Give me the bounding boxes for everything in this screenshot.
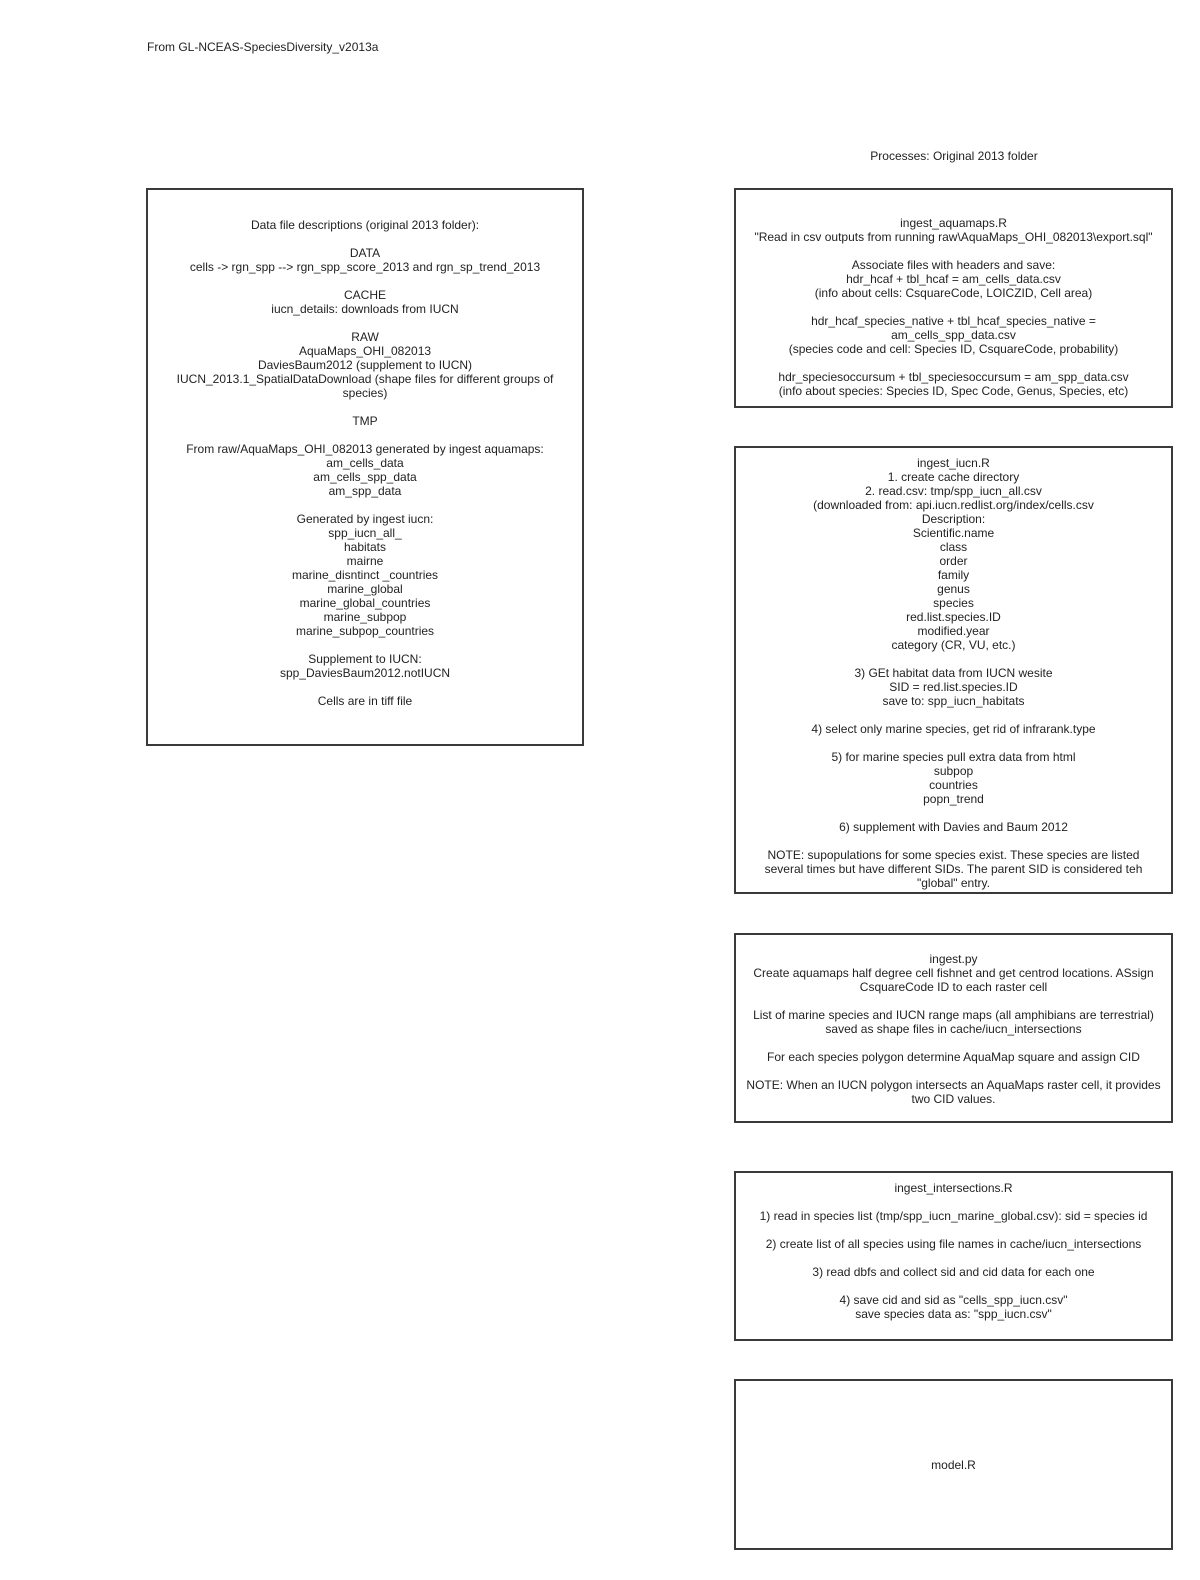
box-text-line: species [933,596,974,610]
box-text-line: RAW [351,330,379,344]
box-text-line: SID = red.list.species.ID [889,680,1018,694]
box-text-line [742,1036,1165,1050]
box-text-line: am_cells_data [326,456,404,470]
box-text-line: (downloaded from: api.iucn.redlist.org/index/cells.csv [813,498,1094,512]
box-text-line: habitats [343,540,387,554]
box-text-line: marine_global_countries [299,596,431,610]
box-text-line: Scientific.name [912,526,995,540]
box-text-line: subpop [933,764,974,778]
box-text-line: marine_disntinct _countries [291,568,439,582]
box-text-line: "Read in csv outputs from running raw\AquaMaps_OHI_082013\export.sql" [754,230,1153,244]
box-text-line [162,232,568,246]
box-text-line: ingest_aquamaps.R [900,216,1007,230]
box-text-line: 1) read in species list (tmp/spp_iucn_marine_global.csv): sid = species id [759,1209,1148,1223]
box-text-line [162,680,568,694]
box-text-line: genus [937,582,970,596]
box-text-line: (species code and cell: Species ID, CsquareCode, probability) [788,342,1119,356]
ingest-py-box [734,933,1173,1123]
box-text-line [750,736,1157,750]
ingest-iucn-box [734,446,1173,894]
box-text-line: NOTE: When an IUCN polygon intersects an AquaMaps raster cell, it provides two CID values. [746,1078,1161,1106]
box-text-line: Create aquamaps half degree cell fishnet and get centrod locations. ASsign CsquareCode ID to each raster cell [753,966,1154,994]
box-text-line: cells -> rgn_spp --> rgn_spp_score_2013 and rgn_sp_trend_2013 [189,260,541,274]
box-text-line: am_cells_spp_data [313,470,417,484]
box-text-line: marine_subpop [323,610,407,624]
box-text-line [162,498,568,512]
box-text-line: (info about cells: CsquareCode, LOICZID, Cell area) [814,286,1093,300]
box-text-line: 5) for marine species pull extra data from html [831,750,1076,764]
box-text-line [742,1064,1165,1078]
ingest-aquamaps-box [734,188,1173,408]
box-text-line: spp_DaviesBaum2012.notIUCN [279,666,451,680]
box-text-line [162,316,568,330]
source-note: From GL-NCEAS-SpeciesDiversity_v2013a [147,40,379,54]
box-text-line: 4) select only marine species, get rid of infrarank.type [811,722,1096,736]
box-text-line [750,652,1157,666]
box-text-line: Cells are in tiff file [317,694,413,708]
box-text-line: save species data as: "spp_iucn.csv" [855,1307,1052,1321]
box-text-line: IUCN_2013.1_SpatialDataDownload (shape files for different groups of species) [176,372,554,400]
box-text-line [162,400,568,414]
box-text-line: hdr_hcaf_species_native + tbl_hcaf_species_native = [811,314,1096,328]
box-text-line [750,1223,1157,1237]
box-text-line [750,300,1157,314]
box-text-line: popn_trend [923,792,984,806]
box-text-line: am_cells_spp_data.csv [891,328,1016,342]
box-text-line: List of marine species and IUCN range maps (all amphibians are terrestrial) saved as shape files in cache/iucn_intersections [753,1008,1154,1036]
box-text-line: ingest_intersections.R [894,1181,1013,1195]
box-text-line: spp_iucn_all_ [328,526,402,540]
box-text-line: category (CR, VU, etc.) [891,638,1016,652]
data-file-descriptions-box [146,188,584,746]
box-text-line: 1. create cache directory [887,470,1020,484]
box-text-line: Data file descriptions (original 2013 folder): [250,218,480,232]
box-text-line: 4) save cid and sid as "cells_spp_iucn.csv" [839,1293,1068,1307]
box-text-line: marine_global [327,582,403,596]
box-text-line: AquaMaps_OHI_082013 [298,344,432,358]
model-r-box [734,1379,1173,1550]
box-text-line [750,834,1157,848]
box-text-line: 3) GEt habitat data from IUCN wesite [854,666,1053,680]
box-text-line [750,806,1157,820]
box-text-line [750,1279,1157,1293]
box-text-line: modified.year [917,624,990,638]
box-text-line: Description: [921,512,986,526]
box-text-line: 2) create list of all species using file names in cache/iucn_intersections [765,1237,1142,1251]
box-text-line [162,274,568,288]
box-text-line: mairne [346,554,384,568]
box-text-line [750,356,1157,370]
box-text-line: hdr_speciesoccursum + tbl_speciesoccursum = am_spp_data.csv [778,370,1129,384]
box-text-line: marine_subpop_countries [295,624,435,638]
box-text-line [750,1195,1157,1209]
box-text-line: DaviesBaum2012 (supplement to IUCN) [257,358,473,372]
box-text-line: TMP [352,414,378,428]
processes-heading: Processes: Original 2013 folder [870,149,1038,163]
box-text-line [750,244,1157,258]
box-text-line: class [939,540,968,554]
box-text-line: NOTE: supopulations for some species exist. These species are listed several times but have different SIDs. The parent SID is considered teh "global" entry. [764,848,1143,890]
box-text-line: countries [929,778,978,792]
box-text-line [162,428,568,442]
box-text-line: ingest_iucn.R [917,456,990,470]
ingest-intersections-box [734,1171,1173,1341]
box-text-line: iucn_details: downloads from IUCN [271,302,459,316]
box-text-line: order [939,554,968,568]
box-text-line: am_spp_data [328,484,402,498]
box-text-line [750,708,1157,722]
box-text-line: family [937,568,970,582]
box-text-line: 2. read.csv: tmp/spp_iucn_all.csv [865,484,1042,498]
box-text-line: (info about species: Species ID, Spec Code, Genus, Species, etc) [778,384,1129,398]
box-text-line: From raw/AquaMaps_OHI_082013 generated by ingest aquamaps: [186,442,544,456]
box-text-line: Supplement to IUCN: [308,652,422,666]
box-text-line: 3) read dbfs and collect sid and cid data for each one [812,1265,1095,1279]
box-text-line [162,638,568,652]
box-text-line: save to: spp_iucn_habitats [882,694,1025,708]
box-text-line: red.list.species.ID [906,610,1001,624]
model-r-label: model.R [931,1457,976,1472]
box-text-line [742,994,1165,1008]
box-text-line: 6) supplement with Davies and Baum 2012 [839,820,1068,834]
box-text-line: ingest.py [929,952,978,966]
box-text-line: Generated by ingest iucn: [296,512,434,526]
box-text-line: Associate files with headers and save: [851,258,1056,272]
box-text-line: hdr_hcaf + tbl_hcaf = am_cells_data.csv [846,272,1061,286]
box-text-line [750,1251,1157,1265]
box-text-line: DATA [349,246,381,260]
box-text-line: For each species polygon determine AquaMap square and assign CID [767,1050,1140,1064]
box-text-line: CACHE [343,288,386,302]
